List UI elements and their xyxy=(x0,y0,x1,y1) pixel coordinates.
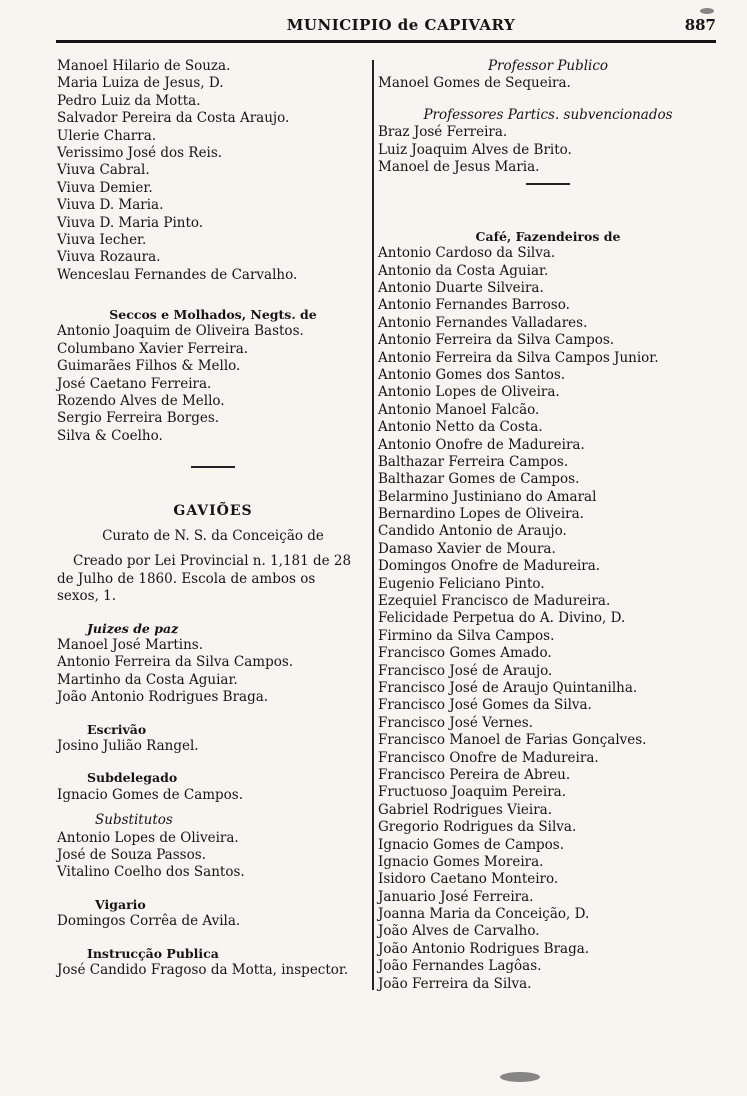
list-item: Francisco José de Araujo. xyxy=(378,662,553,679)
list-item: Joanna Maria da Conceição, D. xyxy=(378,906,590,923)
list-item: Francisco José de Araujo Quintanilha. xyxy=(378,680,638,696)
list-item: Antonio Manoel Falcão. xyxy=(378,401,540,418)
list-item: Antonio Fernandes Valladares. xyxy=(378,314,588,331)
list-item: Antonio Fernandes Barroso. xyxy=(378,297,570,314)
paragraph-line: sexos, 1. xyxy=(57,588,117,605)
seccos-list xyxy=(57,323,369,445)
section-heading-partics: Professores Partics. subvencionados xyxy=(423,106,673,123)
running-title: MUNICIPIO de CAPIVARY xyxy=(286,16,516,34)
list-item: Maria Luiza de Jesus, D. xyxy=(57,75,224,92)
list-item: Balthazar Ferreira Campos. xyxy=(378,453,569,470)
list-item: Antonio Onofre de Madureira. xyxy=(378,436,585,453)
section-heading-vigario: Vigario xyxy=(95,896,146,912)
list-item: Manoel José Martins. xyxy=(57,637,204,654)
list-item: Viuva Rozaura. xyxy=(57,249,161,266)
list-item: Antonio da Costa Aguiar. xyxy=(378,262,549,279)
list-item: Antonio Duarte Silveira. xyxy=(378,280,544,297)
list-item: Rozendo Alves de Mello. xyxy=(57,393,225,410)
list-item: Antonio Gomes dos Santos. xyxy=(378,366,566,383)
list-item: Ignacio Gomes Moreira. xyxy=(378,853,544,870)
list-item: Viuva Cabral. xyxy=(57,162,150,179)
list-item: Antonio Netto da Costa. xyxy=(378,419,543,436)
list-item: Ezequiel Francisco de Madureira. xyxy=(378,593,611,610)
section-heading-juizes: Juizes de paz xyxy=(87,620,179,636)
list-item: Isidoro Caetano Monteiro. xyxy=(378,871,559,888)
place-title: GAVIÕES xyxy=(173,502,253,519)
header-rule xyxy=(56,40,716,43)
list-item: Manoel de Jesus Maria. xyxy=(378,158,540,175)
curato-line: Curato de N. S. da Conceição de xyxy=(102,528,324,545)
list-item: Domingos Onofre de Madureira. xyxy=(378,558,601,575)
cafe-list xyxy=(378,245,718,993)
list-item: Guimarães Filhos & Mello. xyxy=(57,358,241,375)
list-item: Manoel Hilario de Souza. xyxy=(57,58,231,74)
list-item: Viuva Iecher. xyxy=(57,231,147,248)
list-item: Antonio Lopes de Oliveira. xyxy=(57,829,239,846)
list-item: José Candido Fragoso da Motta, inspector. xyxy=(57,961,349,978)
list-item: João Ferreira da Silva. xyxy=(378,975,532,992)
list-item: João Alves de Carvalho. xyxy=(378,923,540,940)
list-item: Balthazar Gomes de Campos. xyxy=(378,471,580,488)
list-item: Antonio Joaquim de Oliveira Bastos. xyxy=(57,323,304,340)
list-item: Candido Antonio de Araujo. xyxy=(378,523,567,540)
list-item: Ignacio Gomes de Campos. xyxy=(378,836,565,853)
section-divider xyxy=(191,466,235,468)
list-item: José Caetano Ferreira. xyxy=(57,375,212,392)
section-heading-subdelegado: Subdelegado xyxy=(87,770,178,786)
list-item: Francisco José Vernes. xyxy=(378,714,533,731)
list-item: Wenceslau Fernandes de Carvalho. xyxy=(57,266,298,283)
section-heading-cafe: Café, Fazendeiros de xyxy=(475,228,621,244)
list-item: Antonio Ferreira da Silva Campos Junior. xyxy=(378,349,659,366)
section-heading-escrivao: Escrivão xyxy=(87,721,147,737)
ink-speck xyxy=(500,1072,540,1082)
list-item: Belarmino Justiniano do Amaral xyxy=(378,488,597,505)
list-item: Silva & Coelho. xyxy=(57,427,163,444)
list-item: Francisco Gomes Amado. xyxy=(378,645,552,662)
list-item: João Antonio Rodrigues Braga. xyxy=(378,940,590,957)
list-item: Columbano Xavier Ferreira. xyxy=(57,340,249,357)
list-item: João Antonio Rodrigues Braga. xyxy=(57,689,269,706)
creation-paragraph xyxy=(57,553,369,605)
list-item: Firmino da Silva Campos. xyxy=(378,627,555,644)
list-item: Gabriel Rodrigues Vieira. xyxy=(378,801,553,818)
resident-list xyxy=(57,58,369,284)
list-item: Felicidade Perpetua do A. Divino, D. xyxy=(378,610,626,627)
list-item: Antonio Lopes de Oliveira. xyxy=(378,384,560,401)
list-item: Braz José Ferreira. xyxy=(378,124,508,141)
ink-speck xyxy=(700,8,714,14)
list-item: Eugenio Feliciano Pinto. xyxy=(378,575,545,592)
page-header xyxy=(56,14,716,38)
list-item: Pedro Luiz da Motta. xyxy=(57,92,201,109)
list-item: João Fernandes Lagôas. xyxy=(378,958,542,975)
section-heading-substitutos: Substitutos xyxy=(95,812,173,829)
list-item: Viuva D. Maria. xyxy=(57,197,164,214)
list-item: Gregorio Rodrigues da Silva. xyxy=(378,819,577,836)
list-item: Salvador Pereira da Costa Araujo. xyxy=(57,110,290,127)
list-item: Damaso Xavier de Moura. xyxy=(378,540,556,557)
list-item: Bernardino Lopes de Oliveira. xyxy=(378,506,584,523)
list-item: Luiz Joaquim Alves de Brito. xyxy=(378,141,572,158)
section-heading-instrucao: Instrucção Publica xyxy=(87,945,219,961)
list-item: Antonio Ferreira da Silva Campos. xyxy=(57,654,294,671)
list-item: Francisco Pereira de Abreu. xyxy=(378,766,571,783)
paragraph-line: Creado por Lei Provincial n. 1,181 de 28 xyxy=(73,553,352,570)
list-item: José de Souza Passos. xyxy=(57,846,206,863)
right-column xyxy=(378,58,718,993)
list-item: Ulerie Charra. xyxy=(57,127,157,144)
list-item: Ignacio Gomes de Campos. xyxy=(57,786,244,803)
list-item: Francisco José Gomes da Silva. xyxy=(378,697,592,714)
paragraph-line: de Julho de 1860. Escola de ambos os xyxy=(57,570,316,587)
list-item: Manoel Gomes de Sequeira. xyxy=(378,75,571,92)
list-item: Vitalino Coelho dos Santos. xyxy=(57,864,245,881)
list-item: Verissimo José dos Reis. xyxy=(57,144,223,161)
list-item: Domingos Corrêa de Avila. xyxy=(57,913,241,930)
list-item: Fructuoso Joaquim Pereira. xyxy=(378,784,567,801)
list-item: Antonio Ferreira da Silva Campos. xyxy=(378,332,615,349)
list-item: Viuva D. Maria Pinto. xyxy=(57,214,204,231)
list-item: Francisco Manoel de Farias Gonçalves. xyxy=(378,732,647,749)
section-divider xyxy=(526,183,570,185)
list-item: Francisco Onofre de Madureira. xyxy=(378,749,599,766)
section-heading-professor: Professor Publico xyxy=(487,58,609,74)
list-item: Januario José Ferreira. xyxy=(378,888,534,905)
list-item: Josino Julião Rangel. xyxy=(57,738,199,754)
section-heading-seccos: Seccos e Molhados, Negts. de xyxy=(109,307,317,323)
list-item: Sergio Ferreira Borges. xyxy=(57,410,220,427)
list-item: Martinho da Costa Aguiar. xyxy=(57,671,238,688)
page-number: 887 xyxy=(684,16,716,34)
list-item: Viuva Demier. xyxy=(57,179,153,196)
left-column xyxy=(57,58,369,979)
list-item: Antonio Cardoso da Silva. xyxy=(378,245,556,262)
column-divider xyxy=(372,60,374,990)
